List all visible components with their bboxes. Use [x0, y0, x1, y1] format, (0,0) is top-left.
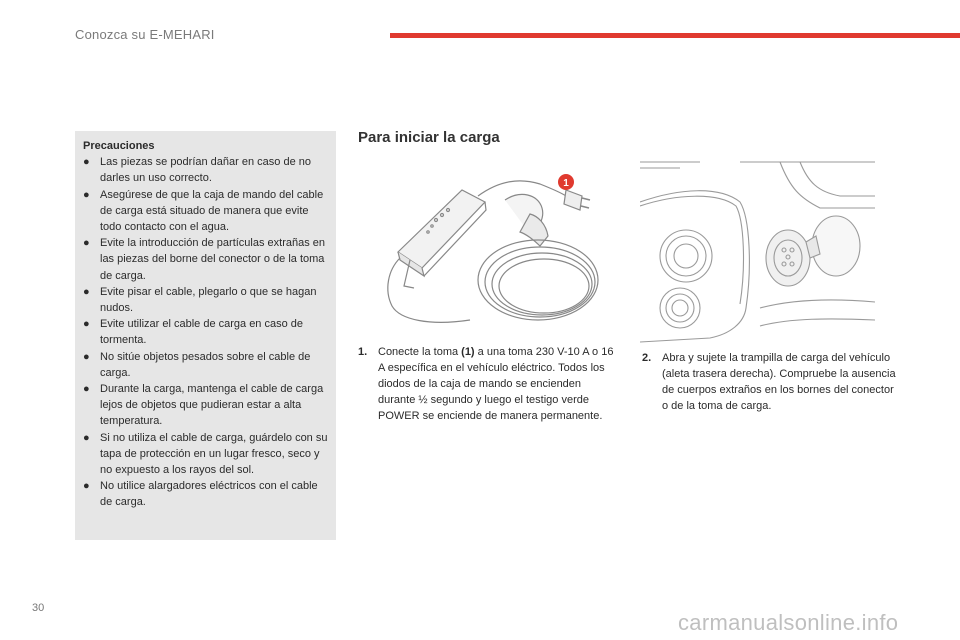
bullet-icon: ● [83, 480, 90, 493]
bullet-icon: ● [83, 188, 90, 201]
watermark: carmanualsonline.info [678, 610, 899, 635]
step-number: 2. [642, 352, 652, 364]
step-text: Abra y sujete la trampilla de carga del vehículo (aleta trasera derecha). Compruebe la ausencia de cuerpos extraños en los bornes del conector o de la toma de carga. [662, 352, 896, 412]
precaution-text: Durante la carga, mantenga el cable de carga lejos de objetos que pudieran estar a alta temperatura. [100, 383, 324, 428]
charging-flap-illustration [640, 158, 875, 344]
list-item [83, 154, 328, 186]
bullet-icon: ● [83, 383, 90, 396]
list-item [83, 316, 328, 348]
precaution-text: No utilice alargadores eléctricos con el cable de carga. [100, 480, 318, 509]
bullet-icon: ● [83, 318, 90, 331]
precautions-title: Precauciones [83, 140, 155, 152]
precaution-text: Evite la introducción de partículas extrañas en las piezas del borne del conector o de la toma de carga. [100, 237, 326, 282]
precaution-text: Asegúrese de que la caja de mando del cable de carga está situado de manera que evite todo contacto con el agua. [100, 188, 324, 234]
charging-cable-illustration [370, 160, 620, 340]
list-item [83, 349, 328, 381]
step-text: Conecte la toma (1) a una toma 230 V-10 A o 16 A específica en el vehículo eléctrico. Todos los diodos de la caja de mando se encienden durante ½ segundo y luego el testigo verde POWER se enciende de manera permanente. [378, 346, 614, 422]
list-item [83, 381, 328, 430]
page-header-title: Conozca su E-MEHARI [75, 27, 215, 42]
list-item [83, 478, 328, 510]
step-reference: (1) [461, 346, 475, 358]
header-accent-bar [390, 33, 960, 38]
precaution-text: Evite pisar el cable, plegarlo o que se hagan nudos. [100, 285, 317, 315]
precaution-text: No sitúe objetos pesados sobre el cable de carga. [100, 350, 311, 379]
bullet-icon: ● [83, 156, 90, 169]
step-1 [358, 344, 620, 424]
list-item [83, 284, 328, 316]
precaution-text: Si no utiliza el cable de carga, guárdelo con su tapa de protección en un lugar fresco, seco y no expuesto a los rayos del sol. [100, 431, 328, 477]
page-number: 30 [32, 602, 45, 614]
callout-label: 1 [563, 178, 569, 189]
bullet-icon: ● [83, 285, 90, 298]
list-item [83, 187, 328, 236]
bullet-icon: ● [83, 350, 90, 363]
precaution-text: Las piezas se podrían dañar en caso de no darles un uso correcto. [100, 156, 311, 185]
precautions-list [83, 154, 328, 510]
step-number: 1. [358, 346, 368, 358]
step-2 [642, 350, 902, 414]
bullet-icon: ● [83, 431, 90, 444]
precaution-text: Evite utilizar el cable de carga en caso de tormenta. [100, 318, 304, 347]
bullet-icon: ● [83, 237, 90, 250]
list-item [83, 235, 328, 284]
list-item [83, 430, 328, 479]
precautions-box [75, 131, 336, 540]
section-title: Para iniciar la carga [358, 129, 500, 146]
